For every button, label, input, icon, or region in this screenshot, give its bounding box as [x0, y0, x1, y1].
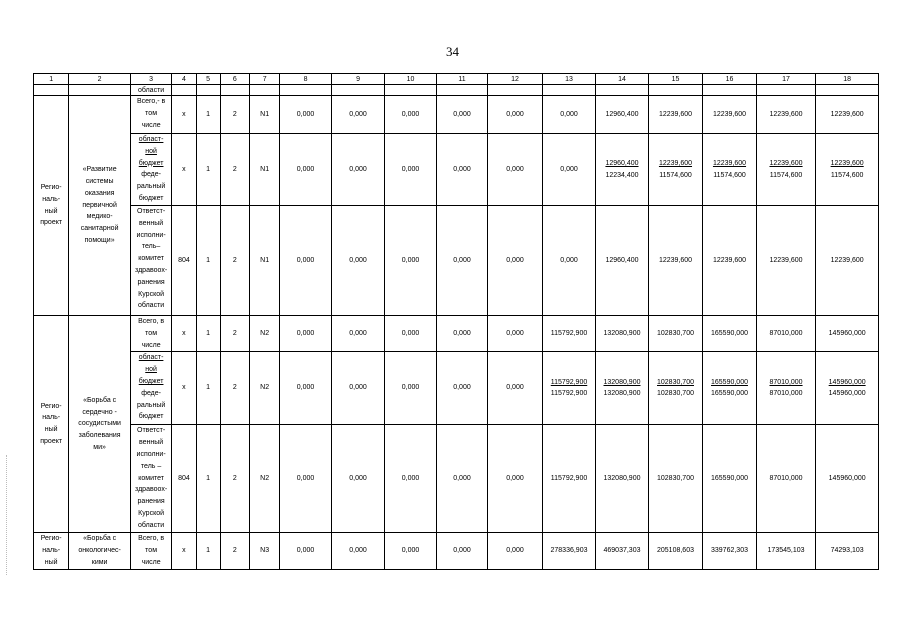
value-cell: 0,000: [280, 425, 331, 533]
text-line: наль-: [42, 195, 61, 203]
header-col-8: 8: [280, 74, 331, 85]
value-cell: 0,000: [385, 352, 436, 425]
value-pair-cell: [648, 352, 703, 425]
col-7-cell: N2: [250, 352, 280, 425]
regional-budget-value: 165590,000: [711, 378, 748, 386]
value-cell: 115792,900: [542, 316, 596, 352]
funding-source-cell: [130, 425, 171, 533]
text-line: бюджет: [138, 377, 164, 385]
funding-source-cell: [130, 352, 171, 425]
col-4-cell: x: [172, 533, 196, 569]
text-line: бюджет: [138, 159, 164, 167]
col-4-cell: x: [172, 134, 196, 206]
federal-budget-value: 115792,900: [550, 390, 588, 398]
funding-source-cell: [130, 316, 171, 352]
value-cell: 0,000: [385, 316, 436, 352]
text-line: сосудистыми: [78, 420, 121, 428]
value-cell: 165590,000: [703, 316, 757, 352]
federal-budget-value: 11574,600: [769, 171, 803, 179]
text-line: исполни-: [136, 231, 166, 239]
col-7-cell: N1: [250, 134, 280, 206]
text-line: ный: [44, 426, 58, 434]
col-4-cell: x: [172, 352, 196, 425]
text-line: системы: [85, 178, 114, 185]
text-line: ной: [145, 147, 157, 155]
regional-budget-value: 145960,000: [828, 378, 866, 386]
federal-budget-value: 102830,700: [657, 390, 694, 398]
federal-budget-value: 165590,000: [711, 390, 748, 398]
regional-budget-value: 132080,900: [603, 378, 641, 386]
col-7-cell: N3: [250, 533, 280, 569]
text-line: комитет: [138, 255, 164, 263]
value-cell: 0,000: [488, 96, 543, 134]
table-row: [34, 352, 879, 425]
text-line: Ответст-: [137, 208, 166, 215]
text-line: Всего,- в: [136, 98, 166, 105]
header-col-4: 4: [172, 74, 196, 85]
funding-source-cell: [130, 533, 171, 569]
value-cell: 12239,600: [703, 96, 757, 134]
table-row: [34, 425, 879, 533]
col-4-cell: 804: [172, 206, 196, 316]
table-row: [34, 206, 879, 316]
value-cell: 12239,600: [648, 96, 703, 134]
text-line: помощи»: [84, 236, 115, 244]
header-col-11: 11: [436, 74, 487, 85]
value-pair-cell: [756, 134, 816, 206]
text-line: бюджет: [138, 194, 164, 202]
value-cell: 0,000: [436, 134, 487, 206]
text-line: области: [138, 302, 165, 310]
col-7-cell: N2: [250, 425, 280, 533]
value-cell: 12239,600: [756, 206, 816, 316]
value-cell: 0,000: [542, 206, 596, 316]
value-cell: 12239,600: [648, 206, 703, 316]
text-line: том: [145, 329, 158, 337]
col-4-cell: 804: [172, 425, 196, 533]
text-line: числе: [141, 341, 161, 349]
value-cell: 278336,903: [542, 533, 596, 569]
text-line: област-: [138, 136, 164, 143]
col-5-cell: 1: [196, 352, 220, 425]
text-line: Регио-: [40, 535, 62, 543]
funding-source-cell: [130, 134, 171, 206]
value-cell: 0,000: [280, 134, 331, 206]
header-col-15: 15: [648, 74, 703, 85]
text-line: област-: [138, 354, 164, 362]
value-cell: 469037,303: [596, 533, 648, 569]
value-cell: 0,000: [331, 316, 385, 352]
value-cell: 0,000: [385, 134, 436, 206]
header-row: [34, 74, 879, 85]
project-name-cell: [69, 533, 131, 569]
header-col-2: 2: [69, 74, 131, 85]
text-line: «Борьба с: [83, 396, 117, 404]
value-cell: 12960,400: [596, 206, 648, 316]
col-7-cell: N1: [250, 96, 280, 134]
value-cell: 0,000: [436, 533, 487, 569]
budget-table: [33, 73, 879, 570]
text-line: феде-: [141, 171, 161, 179]
text-line: венный: [138, 439, 164, 447]
value-cell: 0,000: [331, 134, 385, 206]
carry-over-label: области: [130, 85, 171, 96]
value-cell: 0,000: [436, 425, 487, 533]
text-line: числе: [141, 558, 161, 566]
project-type-cell: [34, 533, 69, 569]
value-pair-cell: [596, 352, 648, 425]
col-6-cell: 2: [220, 425, 249, 533]
text-line: том: [145, 547, 158, 555]
col-4-cell: x: [172, 96, 196, 134]
text-line: тель –: [140, 462, 162, 470]
value-cell: 87010,000: [756, 425, 816, 533]
text-line: проект: [40, 219, 63, 227]
text-line: числе: [141, 121, 161, 129]
header-col-16: 16: [703, 74, 757, 85]
col-6-cell: 2: [220, 352, 249, 425]
header-col-9: 9: [331, 74, 385, 85]
col-5-cell: 1: [196, 533, 220, 569]
value-cell: 0,000: [331, 533, 385, 569]
text-line: ранения: [137, 278, 165, 286]
header-col-18: 18: [816, 74, 879, 85]
col-6-cell: 2: [220, 96, 249, 134]
text-line: Регио-: [40, 402, 62, 410]
text-line: ный: [44, 558, 58, 566]
value-cell: 0,000: [385, 206, 436, 316]
scan-edge-mark: [6, 455, 7, 575]
text-line: онкологичес-: [78, 547, 121, 555]
text-line: Регио-: [40, 183, 62, 191]
header-col-12: 12: [488, 74, 543, 85]
text-line: проект: [40, 437, 63, 445]
value-cell: 132080,900: [596, 425, 648, 533]
text-line: ранения: [137, 498, 165, 506]
col-5-cell: 1: [196, 316, 220, 352]
value-cell: 173545,103: [756, 533, 816, 569]
value-cell: 145960,000: [816, 425, 879, 533]
value-cell: 0,000: [385, 425, 436, 533]
value-cell: 0,000: [436, 352, 487, 425]
value-cell: 165590,000: [703, 425, 757, 533]
table-row: [34, 96, 879, 134]
value-cell: 12239,600: [816, 96, 879, 134]
value-cell: 0,000: [280, 533, 331, 569]
text-line: Всего, в: [138, 535, 165, 543]
text-line: Ответст-: [137, 427, 166, 435]
value-pair-cell: [703, 352, 757, 425]
page-number: 34: [446, 44, 459, 59]
header-col-6: 6: [220, 74, 249, 85]
project-type-cell: [34, 316, 69, 533]
col-5-cell: 1: [196, 134, 220, 206]
header-col-10: 10: [385, 74, 436, 85]
funding-source-cell: [130, 206, 171, 316]
header-col-13: 13: [542, 74, 596, 85]
text-line: наль-: [42, 547, 61, 555]
value-cell: 12239,600: [816, 206, 879, 316]
value-cell: 102830,700: [648, 316, 703, 352]
col-7-cell: N1: [250, 206, 280, 316]
value-cell: 0,000: [436, 96, 487, 134]
federal-budget-value: 132080,900: [603, 390, 641, 398]
value-cell: 0,000: [280, 316, 331, 352]
text-line: Курской: [138, 509, 165, 517]
federal-budget-value: 11574,600: [830, 171, 864, 179]
regional-budget-value: 12239,600: [769, 159, 803, 167]
text-line: феде-: [141, 389, 161, 397]
value-cell: 0,000: [488, 206, 543, 316]
table-row: [34, 134, 879, 206]
text-line: ральный: [136, 183, 166, 191]
project-name-cell: [69, 316, 131, 533]
regional-budget-value: 102830,700: [657, 378, 694, 386]
col-6-cell: 2: [220, 206, 249, 316]
value-pair-cell: [648, 134, 703, 206]
regional-budget-value: 12239,600: [712, 159, 747, 167]
text-line: комитет: [138, 474, 164, 482]
header-col-7: 7: [250, 74, 280, 85]
text-line: Всего, в: [138, 318, 165, 325]
text-line: бюджет: [138, 413, 164, 421]
text-line: «Развитие: [82, 166, 117, 174]
text-line: кими: [91, 558, 108, 566]
value-cell: 0,000: [436, 316, 487, 352]
col-6-cell: 2: [220, 134, 249, 206]
text-line: здравоох-: [135, 486, 168, 494]
federal-budget-value: 145960,000: [828, 390, 866, 398]
table-row: [34, 533, 879, 569]
value-cell: 0,000: [488, 425, 543, 533]
value-cell: 74293,103: [816, 533, 879, 569]
value-cell: 205108,603: [648, 533, 703, 569]
text-line: ральный: [136, 401, 166, 409]
header-col-3: 3: [130, 74, 171, 85]
value-cell: 0,000: [488, 316, 543, 352]
text-line: первичной: [82, 201, 117, 209]
col-6-cell: 2: [220, 316, 249, 352]
value-cell: 0,000: [436, 206, 487, 316]
value-cell: 0,000: [331, 425, 385, 533]
value-cell: 0,000: [280, 96, 331, 134]
project-name-cell: [69, 96, 131, 316]
value-pair-cell: [596, 134, 648, 206]
federal-budget-value: 87010,000: [769, 390, 803, 398]
value-cell: 339762,303: [703, 533, 757, 569]
federal-budget-value: 11574,600: [659, 171, 692, 179]
col-5-cell: 1: [196, 96, 220, 134]
value-cell: 12239,600: [756, 96, 816, 134]
value-pair-cell: [816, 134, 879, 206]
value-pair-cell: [703, 134, 757, 206]
header-col-14: 14: [596, 74, 648, 85]
col-6-cell: 2: [220, 533, 249, 569]
regional-budget-value: 12239,600: [830, 159, 864, 167]
value-cell: 0,000: [488, 352, 543, 425]
regional-budget-value: 12960,400: [605, 159, 639, 167]
value-pair-cell: [816, 352, 879, 425]
text-line: ми»: [93, 443, 106, 451]
text-line: области: [138, 521, 165, 529]
text-line: сердечно -: [82, 408, 117, 416]
value-cell: 145960,000: [816, 316, 879, 352]
value-cell: 12960,400: [596, 96, 648, 134]
regional-budget-value: 87010,000: [769, 378, 803, 386]
funding-source-cell: [130, 96, 171, 134]
project-type-cell: [34, 96, 69, 316]
col-5-cell: 1: [196, 206, 220, 316]
value-cell: 0,000: [542, 96, 596, 134]
text-line: венный: [138, 219, 164, 227]
value-cell: 0,000: [331, 352, 385, 425]
value-cell: 132080,900: [596, 316, 648, 352]
value-cell: 0,000: [385, 96, 436, 134]
text-line: Курской: [138, 290, 165, 298]
value-cell: 0,000: [280, 352, 331, 425]
text-line: «Борьба с: [83, 535, 117, 543]
text-line: санитарной: [80, 225, 119, 233]
value-cell: 0,000: [331, 96, 385, 134]
carry-over-row: [34, 85, 879, 96]
text-line: тель–: [141, 243, 161, 251]
regional-budget-value: 115792,900: [550, 378, 588, 386]
header-col-5: 5: [196, 74, 220, 85]
federal-budget-value: 12234,400: [605, 171, 639, 179]
text-line: медико-: [86, 213, 113, 221]
value-cell: 0,000: [542, 134, 596, 206]
value-cell: 102830,700: [648, 425, 703, 533]
header-col-17: 17: [756, 74, 816, 85]
value-pair-cell: [756, 352, 816, 425]
col-5-cell: 1: [196, 425, 220, 533]
text-line: ной: [145, 366, 157, 374]
text-line: исполни-: [136, 450, 166, 458]
value-cell: 0,000: [385, 533, 436, 569]
value-pair-cell: [542, 352, 596, 425]
value-cell: 115792,900: [542, 425, 596, 533]
header-col-1: 1: [34, 74, 69, 85]
table-row: [34, 316, 879, 352]
value-cell: 0,000: [280, 206, 331, 316]
col-4-cell: x: [172, 316, 196, 352]
col-7-cell: N2: [250, 316, 280, 352]
text-line: заболевания: [78, 432, 121, 440]
value-cell: 0,000: [488, 134, 543, 206]
table-body: [34, 74, 879, 570]
value-cell: 0,000: [488, 533, 543, 569]
federal-budget-value: 11574,600: [713, 171, 746, 179]
value-cell: 87010,000: [756, 316, 816, 352]
text-line: ный: [44, 207, 58, 215]
text-line: оказания: [84, 189, 115, 197]
value-cell: 0,000: [331, 206, 385, 316]
value-cell: 12239,600: [703, 206, 757, 316]
text-line: здравоох-: [135, 266, 168, 274]
text-line: наль-: [42, 414, 61, 422]
text-line: том: [145, 109, 158, 117]
regional-budget-value: 12239,600: [658, 159, 693, 167]
